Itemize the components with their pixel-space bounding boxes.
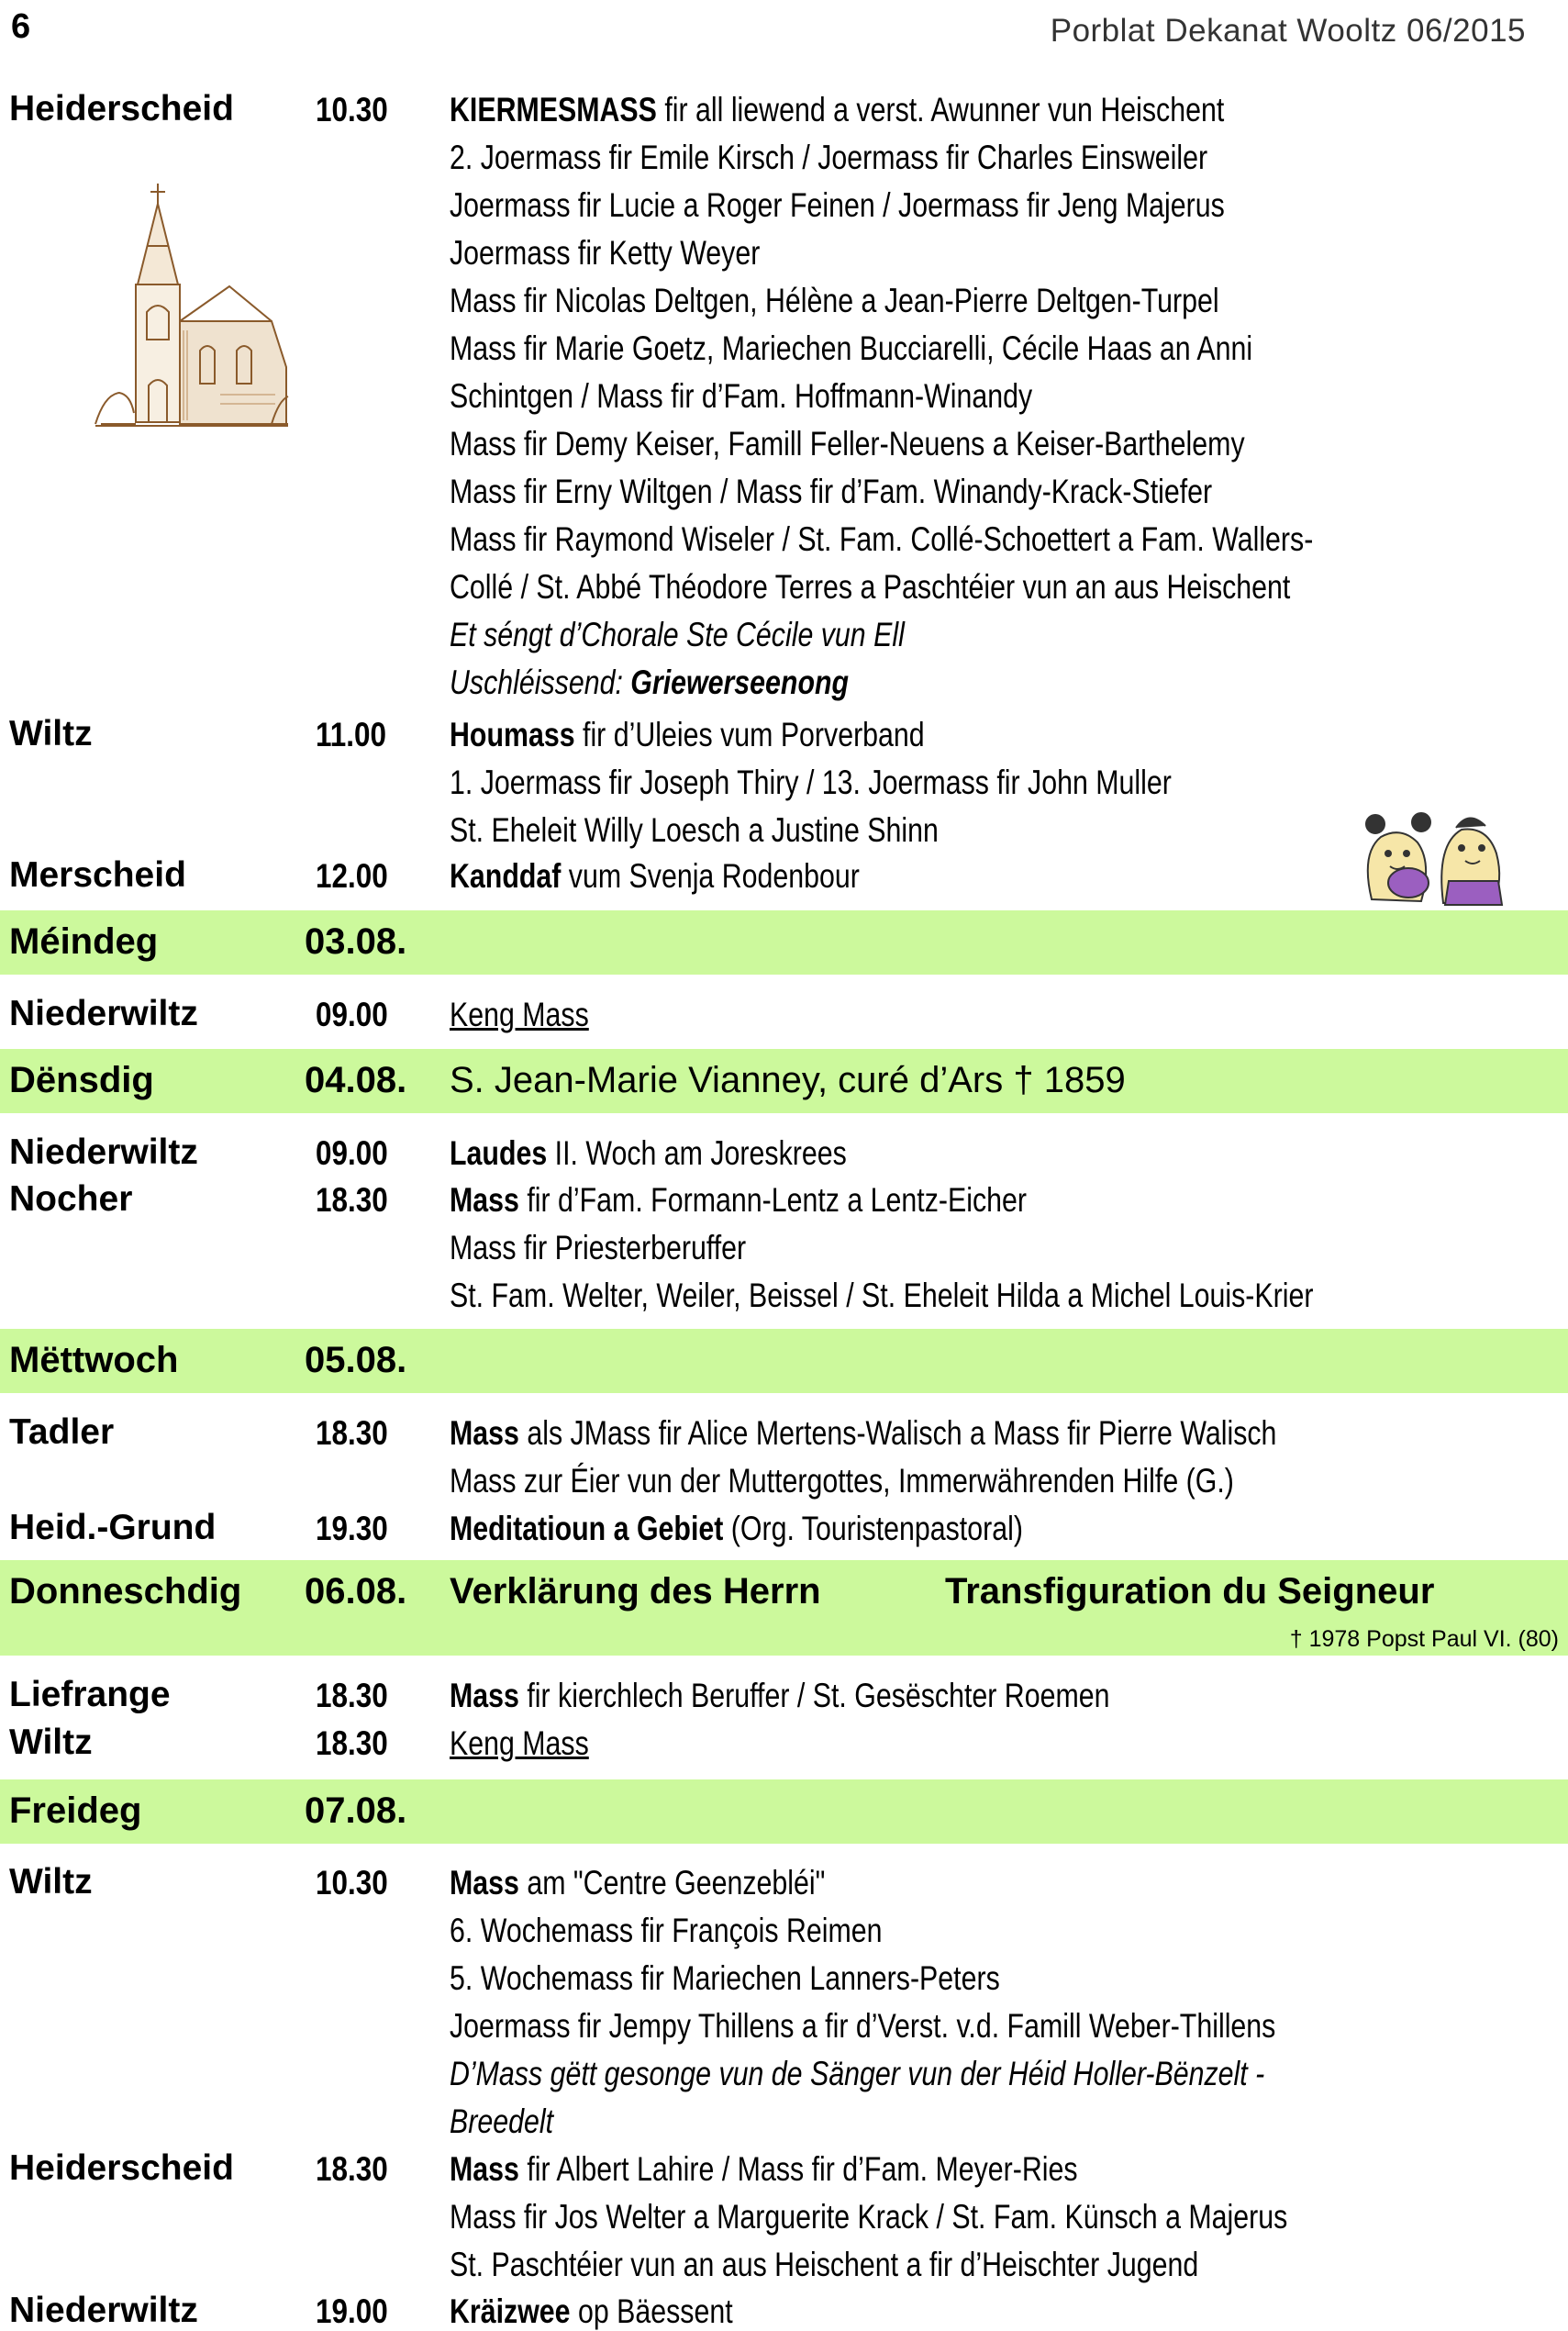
mass-time: 18.30 — [316, 2150, 388, 2188]
day-name: Méindeg — [9, 921, 159, 962]
entry-line: Mass fir Priesterberuffer — [450, 1229, 747, 1266]
entry-line: D’Mass gëtt gesonge vun de Sänger vun der Héid Holler-Bënzelt - — [450, 2055, 1265, 2092]
feast-note: † 1978 Popst Paul VI. (80) — [1289, 1626, 1559, 1652]
day-header — [0, 1779, 1568, 1844]
place-name: Niederwiltz — [9, 2291, 198, 2330]
day-name: Dënsdig — [9, 1060, 154, 1100]
day-date: 03.08. — [305, 921, 407, 962]
entry-line: Laudes II. Woch am Joreskrees — [450, 1134, 847, 1172]
place-name: Wiltz — [9, 1862, 93, 1902]
place-name: Heiderscheid — [9, 89, 234, 128]
entry-line: Mass fir Raymond Wiseler / St. Fam. Collé-Schoettert a Fam. Wallers- — [450, 520, 1314, 558]
day-name: Mëttwoch — [9, 1340, 179, 1380]
entry-line: 1. Joermass fir Joseph Thiry / 13. Joermass fir John Muller — [450, 764, 1172, 801]
day-name: Freideg — [9, 1790, 142, 1831]
feast-title: S. Jean-Marie Vianney, curé d’Ars † 1859 — [450, 1060, 1126, 1100]
entry-line: Uschléissend: Griewerseenong — [450, 664, 850, 701]
entry-line: 5. Wochemass fir Mariechen Lanners-Peters — [450, 1959, 1000, 1997]
place-name: Heid.-Grund — [9, 1508, 217, 1547]
entry-line: 2. Joermass fir Emile Kirsch / Joermass fir Charles Einsweiler — [450, 139, 1208, 176]
day-date: 07.08. — [305, 1790, 407, 1831]
feast-title-french: Transfiguration du Seigneur — [945, 1571, 1435, 1612]
place-name: Merscheid — [9, 855, 186, 895]
feast-title: Verklärung des Herrn — [450, 1571, 821, 1612]
place-name: Niederwiltz — [9, 994, 198, 1033]
day-date: 05.08. — [305, 1340, 407, 1380]
entry-line: St. Fam. Welter, Weiler, Beissel / St. Eheleit Hilda a Michel Louis-Krier — [450, 1277, 1314, 1314]
entry-line: Collé / St. Abbé Théodore Terres a Paschtéier vun an aus Heischent — [450, 568, 1291, 606]
entry-line: Mass fir d’Fam. Formann-Lentz a Lentz-Eicher — [450, 1181, 1027, 1219]
entry-line: Joermass fir Lucie a Roger Feinen / Joermass fir Jeng Majerus — [450, 186, 1225, 224]
mass-time: 09.00 — [316, 996, 388, 1033]
day-header — [0, 1049, 1568, 1113]
place-name: Wiltz — [9, 1723, 93, 1762]
entry-line: Joermass fir Jempy Thillens a fir d’Verst. v.d. Famill Weber-Thillens — [450, 2007, 1276, 2045]
place-name: Niederwiltz — [9, 1132, 198, 1172]
entry-line: Joermass fir Ketty Weyer — [450, 234, 761, 272]
entry-line: Keng Mass — [450, 1724, 589, 1762]
entry-line: Breedelt — [450, 2102, 554, 2140]
mass-time: 19.00 — [316, 2292, 388, 2330]
entry-line: St. Eheleit Willy Loesch a Justine Shinn — [450, 811, 939, 849]
entry-line: Mass fir Nicolas Deltgen, Hélène a Jean-Pierre Deltgen-Turpel — [450, 282, 1219, 319]
page-number: 6 — [11, 7, 31, 46]
mass-time: 12.00 — [316, 857, 388, 895]
day-date: 04.08. — [305, 1060, 407, 1100]
mass-time: 18.30 — [316, 1181, 388, 1219]
children-illustration — [1353, 789, 1514, 909]
place-name: Tadler — [9, 1412, 115, 1452]
day-date: 06.08. — [305, 1571, 407, 1612]
entry-line: Kanddaf vum Svenja Rodenbour — [450, 857, 860, 895]
publication-title: Porblat Dekanat Wooltz 06/2015 — [1050, 13, 1526, 49]
entry-line: Kräizwee op Bäessent — [450, 2292, 733, 2330]
entry-line: Mass fir Albert Lahire / Mass fir d’Fam. Meyer-Ries — [450, 2150, 1078, 2188]
mass-time: 18.30 — [316, 1414, 388, 1452]
mass-time: 10.30 — [316, 1864, 388, 1902]
day-header — [0, 1329, 1568, 1393]
day-header — [0, 1560, 1568, 1656]
entry-line: Et séngt d’Chorale Ste Cécile vun Ell — [450, 616, 905, 653]
entry-line: Mass fir kierchlech Beruffer / St. Gesëschter Roemen — [450, 1677, 1110, 1714]
entry-line: Mass als JMass fir Alice Mertens-Walisch a Mass fir Pierre Walisch — [450, 1414, 1277, 1452]
entry-line: Schintgen / Mass fir d’Fam. Hoffmann-Winandy — [450, 377, 1033, 415]
mass-time: 10.30 — [316, 91, 388, 128]
entry-line: Mass fir Jos Welter a Marguerite Krack / St. Fam. Künsch a Majerus — [450, 2198, 1288, 2236]
mass-time: 18.30 — [316, 1677, 388, 1714]
mass-time: 18.30 — [316, 1724, 388, 1762]
entry-line: Mass am "Centre Geenzebléi" — [450, 1864, 826, 1902]
page-header — [0, 7, 1568, 62]
entry-line: St. Paschtéier vun an aus Heischent a fir d’Heischter Jugend — [450, 2246, 1199, 2283]
entry-line: 6. Wochemass fir François Reimen — [450, 1912, 883, 1949]
mass-time: 11.00 — [316, 716, 386, 753]
entry-line: Mass zur Éier vun der Muttergottes, Immerwährenden Hilfe (G.) — [450, 1462, 1234, 1500]
entry-line: Mass fir Erny Wiltgen / Mass fir d’Fam. Winandy-Krack-Stiefer — [450, 473, 1213, 510]
place-name: Wiltz — [9, 714, 93, 753]
church-illustration — [92, 184, 289, 431]
entry-line: KIERMESMASS fir all liewend a verst. Awunner vun Heischent — [450, 91, 1225, 128]
mass-time: 09.00 — [316, 1134, 388, 1172]
entry-line: Keng Mass — [450, 996, 589, 1033]
entry-line: Mass fir Demy Keiser, Famill Feller-Neuens a Keiser-Barthelemy — [450, 425, 1245, 463]
place-name: Heiderscheid — [9, 2148, 234, 2188]
entry-line: Mass fir Marie Goetz, Mariechen Bucciarelli, Cécile Haas an Anni — [450, 329, 1253, 367]
day-name: Donneschdig — [9, 1571, 242, 1612]
mass-time: 19.30 — [316, 1510, 388, 1547]
place-name: Nocher — [9, 1179, 133, 1219]
entry-line: Meditatioun a Gebiet (Org. Touristenpastoral) — [450, 1510, 1023, 1547]
entry-line: Houmass fir d’Uleies vum Porverband — [450, 716, 925, 753]
place-name: Liefrange — [9, 1675, 171, 1714]
day-header — [0, 910, 1568, 975]
